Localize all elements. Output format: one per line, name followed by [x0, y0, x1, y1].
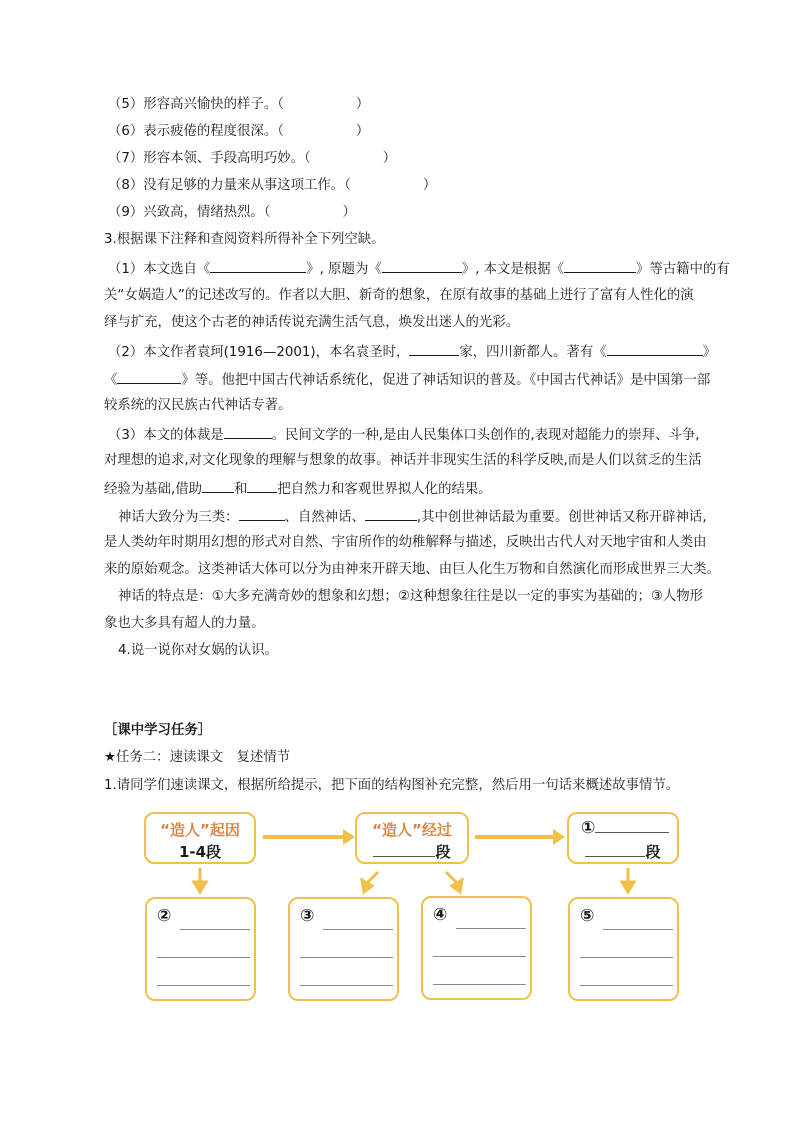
- task2-title: ★任务二：速读课文 复述情节: [104, 750, 291, 765]
- q3-p1-line1: （1）本文选自《 》, 原题为《 》, 本文是根据《 》等古籍中的有: [108, 258, 730, 280]
- box-5: ⑤: [568, 897, 679, 1001]
- q3-p4-line1: 神话大致分为三类： 、自然神话、 ,其中创世神话最为重要。创世神话又称开辟神话,: [118, 506, 707, 528]
- q3-p3-line3: 经验为基础,借助 和 把自然力和客观世界拟人化的结果。: [104, 478, 492, 500]
- q3-p3-line2: 对理想的追求,对文化现象的理解与想象的故事。神话并非现实生活的科学反映,而是人们以贫乏的生活: [104, 453, 702, 468]
- section-title: ［课中学习任务］: [104, 723, 212, 738]
- box-result: ① 段: [567, 812, 679, 864]
- arrow-down-left: [368, 872, 378, 882]
- item-6: （6）表示疲倦的程度很深。（ ）: [108, 124, 370, 139]
- blank-4-line-1[interactable]: [456, 928, 526, 929]
- q3-p2-line1: （2）本文作者袁珂(1916—2001)，本名袁圣时， 家，四川新都人。著有《 》: [108, 341, 716, 363]
- item-7: （7）形容本领、手段高明巧妙。（ ）: [108, 151, 397, 166]
- blank-5-line-1[interactable]: [603, 929, 673, 930]
- blank-5-line-3[interactable]: [580, 985, 673, 986]
- arrowhead-down-left: [362, 880, 372, 892]
- q3-title: 3.根据课下注释和查阅资料所得补全下列空缺。: [104, 232, 385, 247]
- blank-3-line-3[interactable]: [300, 985, 393, 986]
- box-cause: “造人”起因 1-4段: [144, 812, 256, 864]
- blank-4-line-3[interactable]: [433, 984, 526, 985]
- q3-p2-line3: 较系统的汉民族古代神话专著。: [104, 398, 292, 413]
- blank-2-line-2[interactable]: [157, 957, 250, 958]
- item-5: （5）形容高兴愉快的样子。（ ）: [108, 97, 370, 112]
- arrowhead-down-right: [452, 880, 462, 892]
- arrowhead-down-2: [622, 882, 634, 892]
- item-9: （9）兴致高，情绪热烈。（ ）: [108, 205, 356, 220]
- blank-4-line-2[interactable]: [433, 956, 526, 957]
- q3-p1-line3: 绎与扩充，使这个古老的神话传说充满生活气息，焕发出迷人的光彩。: [104, 315, 520, 330]
- q3-p5-line2: 象也大多具有超人的力量。: [104, 616, 265, 631]
- blank-5-line-2[interactable]: [580, 957, 673, 958]
- task2-question-1: 1.请同学们速读课文，根据所给提示，把下面的结构图补充完整，然后用一句话来概述故事情节。: [104, 778, 680, 793]
- blank-2-line-3[interactable]: [157, 985, 250, 986]
- box-4: ④: [421, 896, 532, 1000]
- q3-p5-line1: 神话的特点是：①大多充满奇妙的想象和幻想；②这种想象往往是以一定的事实为基础的；③人物形: [118, 589, 704, 604]
- blank-3-line-1[interactable]: [323, 929, 393, 930]
- arrow-down-right: [446, 872, 456, 882]
- q3-p4-line3: 来的原始观念。这类神话大体可以分为由神来开辟天地、由巨人化生万物和自然演化而形成世界三大类。: [104, 562, 720, 577]
- arrowhead-down-1: [194, 882, 206, 892]
- q3-p3-line1: （3）本文的体裁是 。民间文学的一种,是由人民集体口头创作的,表现对超能力的崇拜、斗争,: [108, 424, 700, 446]
- q4-title: 4.说一说你对女娲的认识。: [118, 643, 279, 658]
- blank-2-line-1[interactable]: [180, 929, 250, 930]
- box-3: ③: [288, 897, 399, 1001]
- box-2: ②: [145, 897, 256, 1001]
- item-8: （8）没有足够的力量来从事这项工作。（ ）: [108, 178, 437, 193]
- blank-3-line-2[interactable]: [300, 957, 393, 958]
- q3-p2-line2: 《 》等。他把中国古代神话系统化，促进了神话知识的普及。《中国古代神话》是中国第一部: [104, 369, 710, 391]
- q3-p4-line2: 是人类幼年时期用幻想的形式对自然、宇宙所作的幼稚解释与描述，反映出古代人对天地宇宙和人类由: [104, 535, 707, 550]
- q3-p1-line2: 关“女娲造人”的记述改写的。作者以大胆、新奇的想象，在原有故事的基础上进行了富有人性化的演: [104, 288, 694, 303]
- box-process: “造人”经过 段: [355, 812, 469, 864]
